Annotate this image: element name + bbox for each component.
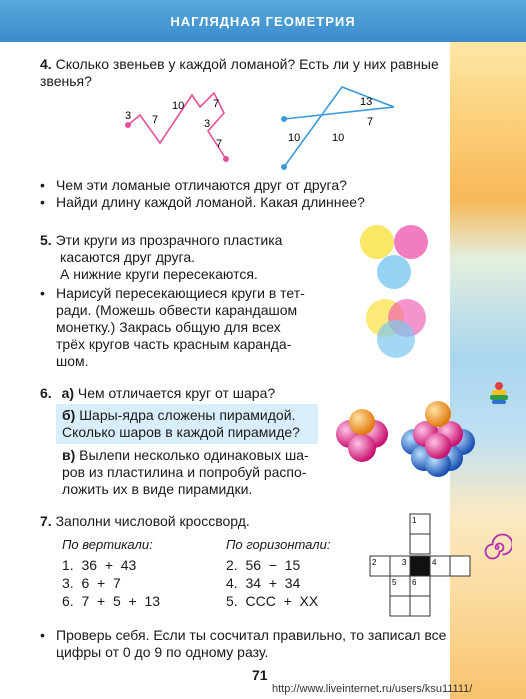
ball [425, 433, 451, 459]
right-label-4: 10 [332, 132, 345, 144]
horizontal-clue-5-expr: CCC + XX [245, 593, 319, 609]
page-number: 71 [252, 667, 268, 683]
left-polyline-end-point [223, 156, 229, 162]
task-6-number: 6. [40, 385, 52, 401]
task-5-intro [40, 232, 282, 283]
task-5-line-3: А нижние круги пересекаются. [60, 266, 258, 282]
right-label-1: 13 [360, 96, 373, 108]
transparent-circles-figure [355, 222, 445, 370]
check-line-1: Проверь себя. Если ты сосчитал правильно, то записал все [56, 627, 447, 643]
vertical-clue-3-number: 3. [62, 575, 74, 591]
task-6-a-text: Чем отличается круг от шара? [77, 385, 276, 401]
task-5-number: 5. [40, 232, 52, 248]
left-polyline-start-point [125, 122, 131, 128]
grid-label-3: 3 [402, 558, 407, 567]
right-polyline [284, 87, 394, 167]
task-7-title-text: Заполни числовой кроссворд. [55, 513, 250, 529]
intersecting-circles [366, 299, 426, 358]
task-5-bullet-line-3: монетку.) Закрась общую для всех [56, 319, 281, 335]
horizontal-clue-4 [226, 575, 300, 591]
number-crossword-grid [362, 512, 472, 622]
task-4-bullet-2: • Найди длину каждой ломаной. Какая длиннее? [40, 194, 365, 210]
task-6-a-label: а) [61, 385, 75, 401]
crossword-cell[interactable] [410, 534, 430, 554]
task-5-bullet-line-5: шом. [56, 353, 89, 369]
horizontal-clue-2-expr: 56 − 15 [245, 557, 301, 573]
grid-label-4: 4 [432, 558, 437, 567]
vertical-clue-1-number: 1. [62, 557, 74, 573]
large-pyramid [401, 401, 475, 477]
spiral-icon [482, 532, 512, 562]
task-5-bullet-line-1: Нарисуй пересекающиеся круги в тет- [56, 285, 305, 301]
task-4-bullet-1-text: Чем эти ломаные отличаются друг от друга? [56, 177, 347, 193]
task-5-bullet-line-4: трёх кругов часть красным каранда- [56, 336, 292, 352]
horizontal-clue-5 [226, 593, 318, 609]
grid-label-5: 5 [392, 578, 397, 587]
crossword-cell-filled [410, 556, 430, 576]
vertical-clue-3-expr: 6 + 7 [81, 575, 121, 591]
task-6-b-line-1: Шары-ядра сложены пирамидой. [79, 407, 296, 423]
right-label-2: 7 [367, 116, 374, 128]
horizontal-clue-4-expr: 34 + 34 [245, 575, 301, 591]
ball [349, 409, 375, 435]
task-5-instruction: • Нарисуй пересекающиеся круги в тет- ради. (Можешь обвести карандашом монетку.) Закрась общую для всех трёх кругов часть красным каранда- шом. [40, 285, 305, 369]
task-6-v-label: в) [62, 447, 76, 463]
crossword-cell[interactable] [390, 556, 410, 576]
task-7-title [40, 513, 250, 530]
grid-label-2: 2 [372, 558, 377, 567]
right-label-3: 10 [288, 132, 301, 144]
watermark-url: http://www.liveinternet.ru/users/ksu11111/ [272, 683, 473, 695]
left-label-2: 7 [152, 114, 159, 126]
horizontal-clue-4-number: 4. [226, 575, 238, 591]
right-polyline-start-point [281, 116, 287, 122]
vertical-clues-header: По вертикали: [62, 537, 153, 552]
task-7-number: 7. [40, 513, 52, 529]
task-6-b-line-2: Сколько шаров в каждой пирамиде? [62, 424, 300, 440]
crossword-cell[interactable] [450, 556, 470, 576]
grid-label-1: 1 [412, 516, 417, 525]
task-6-v [62, 447, 309, 498]
grid-label-6: 6 [412, 578, 417, 587]
task-4-question-line-2: звенья? [40, 73, 92, 89]
pink-circle-top [394, 225, 428, 259]
small-pyramid [336, 409, 388, 462]
check-yourself: • Проверь себя. Если ты сосчитал правильно, то записал все цифры от 0 до 9 по одному разу. [40, 627, 447, 660]
vertical-clue-6-expr: 7 + 5 + 13 [81, 593, 161, 609]
page-header-title: НАГЛЯДНАЯ ГЕОМЕТРИЯ [170, 14, 356, 29]
task-6-v-line-2: ров из пластилина и попробуй распо- [62, 464, 307, 480]
task-6-b [62, 407, 300, 441]
horizontal-clue-5-number: 5. [226, 593, 238, 609]
task-6-a [40, 385, 275, 402]
horizontal-clue-2-number: 2. [226, 557, 238, 573]
vertical-clue-6-number: 6. [62, 593, 74, 609]
crossword-cell[interactable] [390, 596, 410, 616]
task-6-v-line-3: ложить их в виде пирамидки. [62, 481, 253, 497]
task-5-line-1: Эти круги из прозрачного пластика [55, 232, 283, 248]
task-4-question-line-1: Сколько звеньев у каждой ломаной? Есть ли у них равные [55, 56, 439, 72]
pyramid-toy-icon [488, 380, 510, 406]
left-label-5: 3 [204, 118, 211, 130]
vertical-clue-1 [62, 557, 136, 573]
check-line-2: цифры от 0 до 9 по одному разу. [56, 644, 269, 660]
left-label-1: 3 [125, 110, 132, 122]
horizontal-clue-2 [226, 557, 300, 573]
yellow-circle-top [360, 225, 394, 259]
task-6-v-line-1: Вылепи несколько одинаковых ша- [79, 447, 309, 463]
task-4-bullet-2-text: Найди длину каждой ломаной. Какая длиннее? [56, 194, 365, 210]
left-label-6: 7 [216, 138, 223, 150]
blue-circle-top [377, 255, 411, 289]
left-label-3: 10 [172, 100, 185, 112]
task-6-b-label: б) [62, 407, 76, 423]
vertical-clue-1-expr: 36 + 43 [81, 557, 137, 573]
task-5-line-2: касаются друг друга. [60, 249, 195, 265]
vertical-clue-3 [62, 575, 121, 591]
task-5-bullet-line-2: ради. (Можешь обвести карандашом [56, 302, 298, 318]
horizontal-clues-header: По горизонтали: [226, 537, 331, 552]
crossword-cell[interactable] [410, 596, 430, 616]
page-header [0, 0, 526, 42]
polylines-figure [110, 85, 430, 175]
task-4-number: 4. [40, 56, 52, 72]
task-4-bullet-1: • Чем эти ломаные отличаются друг от друга? [40, 177, 347, 193]
touching-circles [360, 225, 428, 289]
ball [425, 401, 451, 427]
blue-circle-bottom [377, 320, 415, 358]
ball-pyramids-figure [328, 392, 478, 482]
right-polyline-end-point [281, 164, 287, 170]
vertical-clue-6 [62, 593, 160, 609]
ball [348, 434, 376, 462]
left-label-4: 7 [213, 98, 220, 110]
